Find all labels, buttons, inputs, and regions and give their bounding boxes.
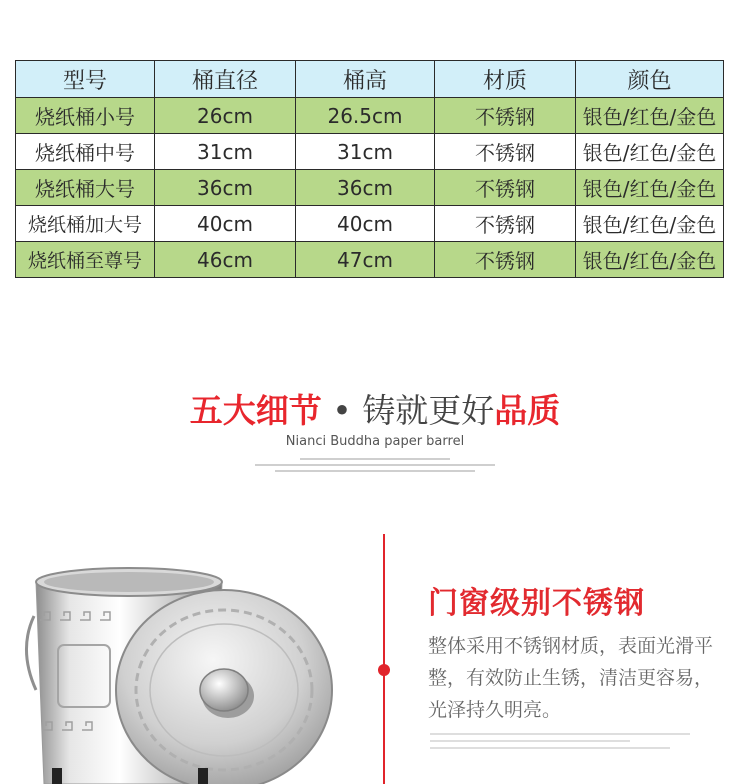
table-cell: 31cm [155, 134, 296, 170]
section-title-middle: 铸就更好 [362, 391, 495, 430]
section-subtitle: Nianci Buddha paper barrel [285, 434, 465, 449]
section-title-dot: • [332, 391, 352, 430]
table-cell: 银色/红色/金色 [576, 98, 724, 134]
table-header-cell: 桶直径 [155, 61, 296, 98]
table-cell: 不锈钢 [435, 206, 576, 242]
table-cell: 40cm [296, 206, 435, 242]
barrel-image [0, 520, 345, 784]
table-cell: 烧纸桶至尊号 [16, 242, 155, 278]
table-cell: 47cm [296, 242, 435, 278]
decorative-text-lines [255, 458, 495, 476]
table-header-row [16, 61, 724, 98]
table-cell: 36cm [296, 170, 435, 206]
table-header-cell: 桶高 [296, 61, 435, 98]
section-title-highlight: 五大细节 [189, 391, 322, 430]
table-cell: 银色/红色/金色 [576, 170, 724, 206]
table-row [16, 206, 724, 242]
table-cell: 不锈钢 [435, 134, 576, 170]
table-cell: 40cm [155, 206, 296, 242]
table-cell: 26.5cm [296, 98, 435, 134]
vertical-divider [383, 534, 385, 784]
table-cell: 31cm [296, 134, 435, 170]
table-cell: 银色/红色/金色 [576, 134, 724, 170]
table-row [16, 134, 724, 170]
table-row [16, 170, 724, 206]
table-header-cell: 材质 [435, 61, 576, 98]
table-cell: 不锈钢 [435, 98, 576, 134]
table-cell: 26cm [155, 98, 296, 134]
table-cell: 46cm [155, 242, 296, 278]
divider-dot [378, 664, 390, 676]
table-cell: 烧纸桶中号 [16, 134, 155, 170]
detail-description: 整体采用不锈钢材质，表面光滑平整，有效防止生锈，清洁更容易，光泽持久明亮。 [428, 635, 714, 721]
section-title [0, 388, 750, 434]
section-title-emphasis: 品质 [494, 391, 561, 430]
table-row [16, 242, 724, 278]
table-cell: 不锈钢 [435, 242, 576, 278]
table-cell: 36cm [155, 170, 296, 206]
spec-table [15, 60, 724, 278]
table-header-cell: 颜色 [576, 61, 724, 98]
table-header-cell: 型号 [16, 61, 155, 98]
table-row [16, 98, 724, 134]
table-cell: 烧纸桶加大号 [16, 206, 155, 242]
table-cell: 不锈钢 [435, 170, 576, 206]
table-cell: 烧纸桶小号 [16, 98, 155, 134]
detail-title: 门窗级别不锈钢 [428, 586, 645, 621]
decorative-text-lines [430, 733, 690, 754]
table-cell: 银色/红色/金色 [576, 206, 724, 242]
table-cell: 银色/红色/金色 [576, 242, 724, 278]
table-cell: 烧纸桶大号 [16, 170, 155, 206]
